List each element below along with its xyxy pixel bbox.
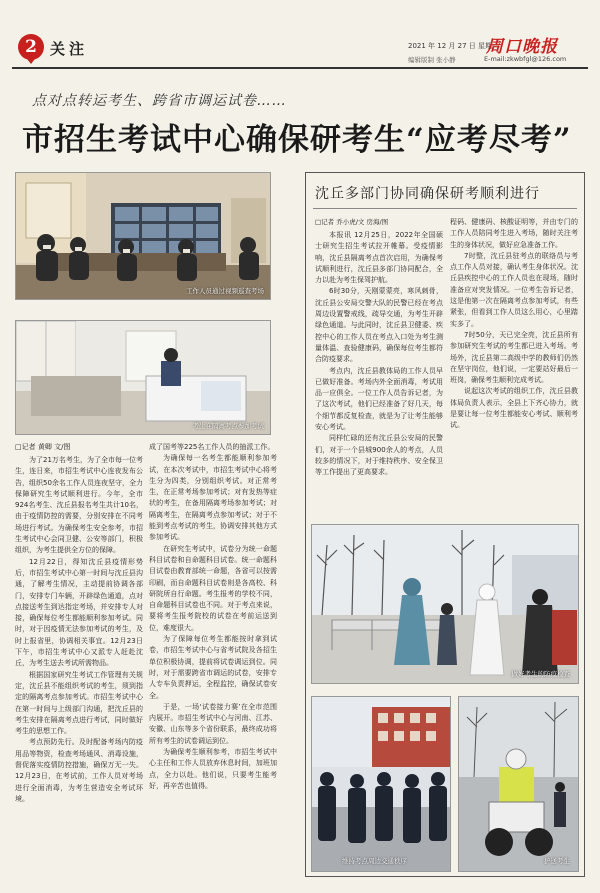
page-number-pin xyxy=(24,55,38,64)
sidebar-byline: □记者 乔小虎/文 房海/图 xyxy=(315,218,389,226)
photo-caption: 维持考点周边交通秩序 xyxy=(342,857,407,865)
paragraph: 于是，一场‘试卷接力赛’在全市范围内展开。市招生考试中心与河南、江苏、安徽、山东等多个省份联系，最终成功将所有考生的试卷调运到位。 xyxy=(149,702,277,745)
photo-police-line xyxy=(311,696,451,872)
paragraph: 考点预防先行。及时配备考场内防疫用品等物资，检查考场通风、消毒设施，督促落实疫情防控措施，确保万无一失。12月23日，在考试前，工作人员对考场进行全面消毒，为考生营造安全考试环境。 xyxy=(15,738,143,803)
paragraph: 说起这次考试的组织工作，沈丘县教体局负责人表示，全县上下齐心协力，就是要让每一位考生都能安心考试、顺利考试。 xyxy=(450,387,578,430)
photo-motorcycle-escort xyxy=(458,696,579,872)
article-column-1 xyxy=(15,455,143,875)
paragraph: 同样忙碌的还有沈丘县公安局的民警们，对于一个县城900余人的考点，人员较多的情况下，对于维持秩序、安全保卫等工作提出了更高要求。 xyxy=(315,434,443,477)
paragraph: 程码、健康码、核酸证明等，并由专门的工作人员陪同考生进入考场，随时关注考生的身体状况，做好应急准备工作。 xyxy=(450,218,578,249)
masthead-rule xyxy=(12,67,588,69)
sidebar-column-2 xyxy=(450,217,578,520)
photo-caption: 护送考生 xyxy=(544,857,570,865)
issue-date: 2021 年 12 月 27 日 星期一 xyxy=(408,42,499,50)
newspaper-logo: 周口晚报 xyxy=(486,37,558,57)
editor-credit: 编辑版制 张小静 xyxy=(408,56,456,64)
article-column-2 xyxy=(149,442,277,875)
paragraph: 6时30分，天刚蒙蒙亮，寒风刺骨，沈丘县公安局交警大队的民警已经在考点周边设置警戒线，疏导交通，为考生开辟绿色通道。与此同时，沈丘县卫健委、疾控中心的工作人员在考点入口处为考生测量体温、查验健康码，确保每位考生都符合防疫要求。 xyxy=(315,287,443,364)
sidebar-column-1 xyxy=(315,230,443,520)
paragraph: 12月22日，得知沈丘县疫情形势后，市招生考试中心第一时间与沈丘县沟通，了解考生情况，主动提前协调各部门，安排专门车辆，开辟绿色通道，点对点接送考生到达指定考场，并安排专人对接，确保每位考生都能顺利参加考试。同时，对于因疫情无法参加考试的考生，及时上报省里，协调相关事宜。12月23日下午，市招生考试中心又派专人赶赴沈丘，为考生送去考试所需物品。 xyxy=(15,557,143,668)
paragraph: 本报讯 12月25日，2022年全国硕士研究生招生考试拉开帷幕。受疫情影响，沈丘县隔离考点首次启用，为确保考试顺利进行，沈丘县多部门协同配合，全力以赴为考生保驾护航。 xyxy=(315,231,443,285)
page-number-badge: 2 xyxy=(18,34,44,60)
paragraph: 7时50分，天已完全亮，沈丘县所有参加研究生考试的考生都已进入考场。考场外，沈丘县第二高级中学的教师们仍然在坚守岗位，他们说，一定要站好最后一班岗，确保考生顺利完成考试。 xyxy=(450,330,578,385)
paragraph: 为了保障每位考生都能按时拿到试卷，市招生考试中心与省考试院及各招生单位积极协调，提前将试卷调运到位。同时，对于需要跨省市调运的试卷，安排专人专车负责押运，全程监控，确保试卷安全。 xyxy=(149,635,277,700)
paragraph: 为确保考生顺利参考，市招生考试中心主任和工作人员放弃休息时间，加班加点，全力以赴。他们说，只要考生能考好，再辛苦也值得。 xyxy=(149,748,277,790)
paragraph: 7时整，沈丘县驻考点的联络员与考点工作人员对接，确认考生身体状况。沈丘县疾控中心的工作人员也在现场，随时准备应对突发情况。一位考生告诉记者，这是他第一次在隔离考点参加考试，有些紧张，但看到工作人员这么用心，心里踏实多了。 xyxy=(450,251,578,328)
paragraph: 根据国家研究生考试工作管理有关规定，沈丘县不能组织考试的考生，须到指定的隔离考点参加考试。市招生考试中心在第一时间与上级部门沟通，把沈丘县的考生安排在隔离考点进行考试，同时做好考生的思想工作。 xyxy=(15,670,143,736)
contact-email: E-mail:zkwbfgl@126.com xyxy=(484,55,567,63)
sidebar-title: 沈丘多部门协同确保研考顺利进行 xyxy=(315,186,540,202)
photo-checkpoint xyxy=(311,524,579,684)
article-byline: □记者 黄卿 文/图 xyxy=(15,443,71,451)
photo-control-room xyxy=(15,172,271,300)
paragraph: 为确保每一名考生都能顺利参加考试，在本次考试中，市招生考试中心将考生分为四类，分别组织考试。对正常考生，在正常考场参加考试；对有发热等症状的考生，在备用隔离考场参加考试；对隔离考生，在隔离考点参加考试；对于不能到考点考试的考生，协调安排其他方式参加考试。 xyxy=(149,454,277,542)
photo-icon xyxy=(459,697,579,872)
paragraph: 为了21万名考生，为了全市每一位考生，连日来，市招生考试中心连夜发布公告，组织50余名工作人员连夜坚守，全力保障研究生考试顺利进行。今年，全市924名考生、沈丘县报名考生共计10名，由于疫情防控的需要，分别安排在不同考场进行考试。为确保考生安全参考，市招生考试中心会同卫健、公安等部门，积极组织，为考生提供全方位的保障。 xyxy=(15,456,143,555)
photo-caption: 工作人员通过视频巡查考场 xyxy=(186,287,264,295)
photo-icon xyxy=(312,525,579,684)
photo-icon xyxy=(16,173,271,300)
paragraph: 成了国考等225名工作人员的抽派工作。 xyxy=(149,443,275,451)
kicker-headline: 点对点转运考生、跨省市调运试卷…… xyxy=(32,93,287,109)
paragraph: 在研究生考试中，试卷分为统一命题科目试卷和自命题科目试卷。统一命题科目试卷由教育部统一命题，各省可以按需印刷，而自命题科目试卷则是各高校、科研院所自行命题。考生报考的学校不同，自命题科目试卷也不同。对于考点来说，要将考生报考院校的试卷在考前运送到位，难度很大。 xyxy=(149,544,277,632)
main-headline: 市招生考试中心确保研考生“应考尽考” xyxy=(22,122,572,158)
photo-caption: 做好考生的防疫检查 xyxy=(511,670,570,678)
photo-icon xyxy=(312,697,451,872)
photo-caption: 考生在隔离考点参加考试 xyxy=(192,422,264,430)
section-title: 关注 xyxy=(50,40,89,58)
sidebar-title-rule xyxy=(313,208,577,209)
photo-isolation-room xyxy=(15,320,271,435)
paragraph: 考点内，沈丘县教体局的工作人员早已做好准备。考场内外全面消毒，考试用品一应俱全。一位工作人员告诉记者，为了这次考试，他们已经准备了好几天，每个细节都反复检查，就是为了让考生能够安心考试。 xyxy=(315,366,443,432)
photo-icon xyxy=(16,321,271,435)
